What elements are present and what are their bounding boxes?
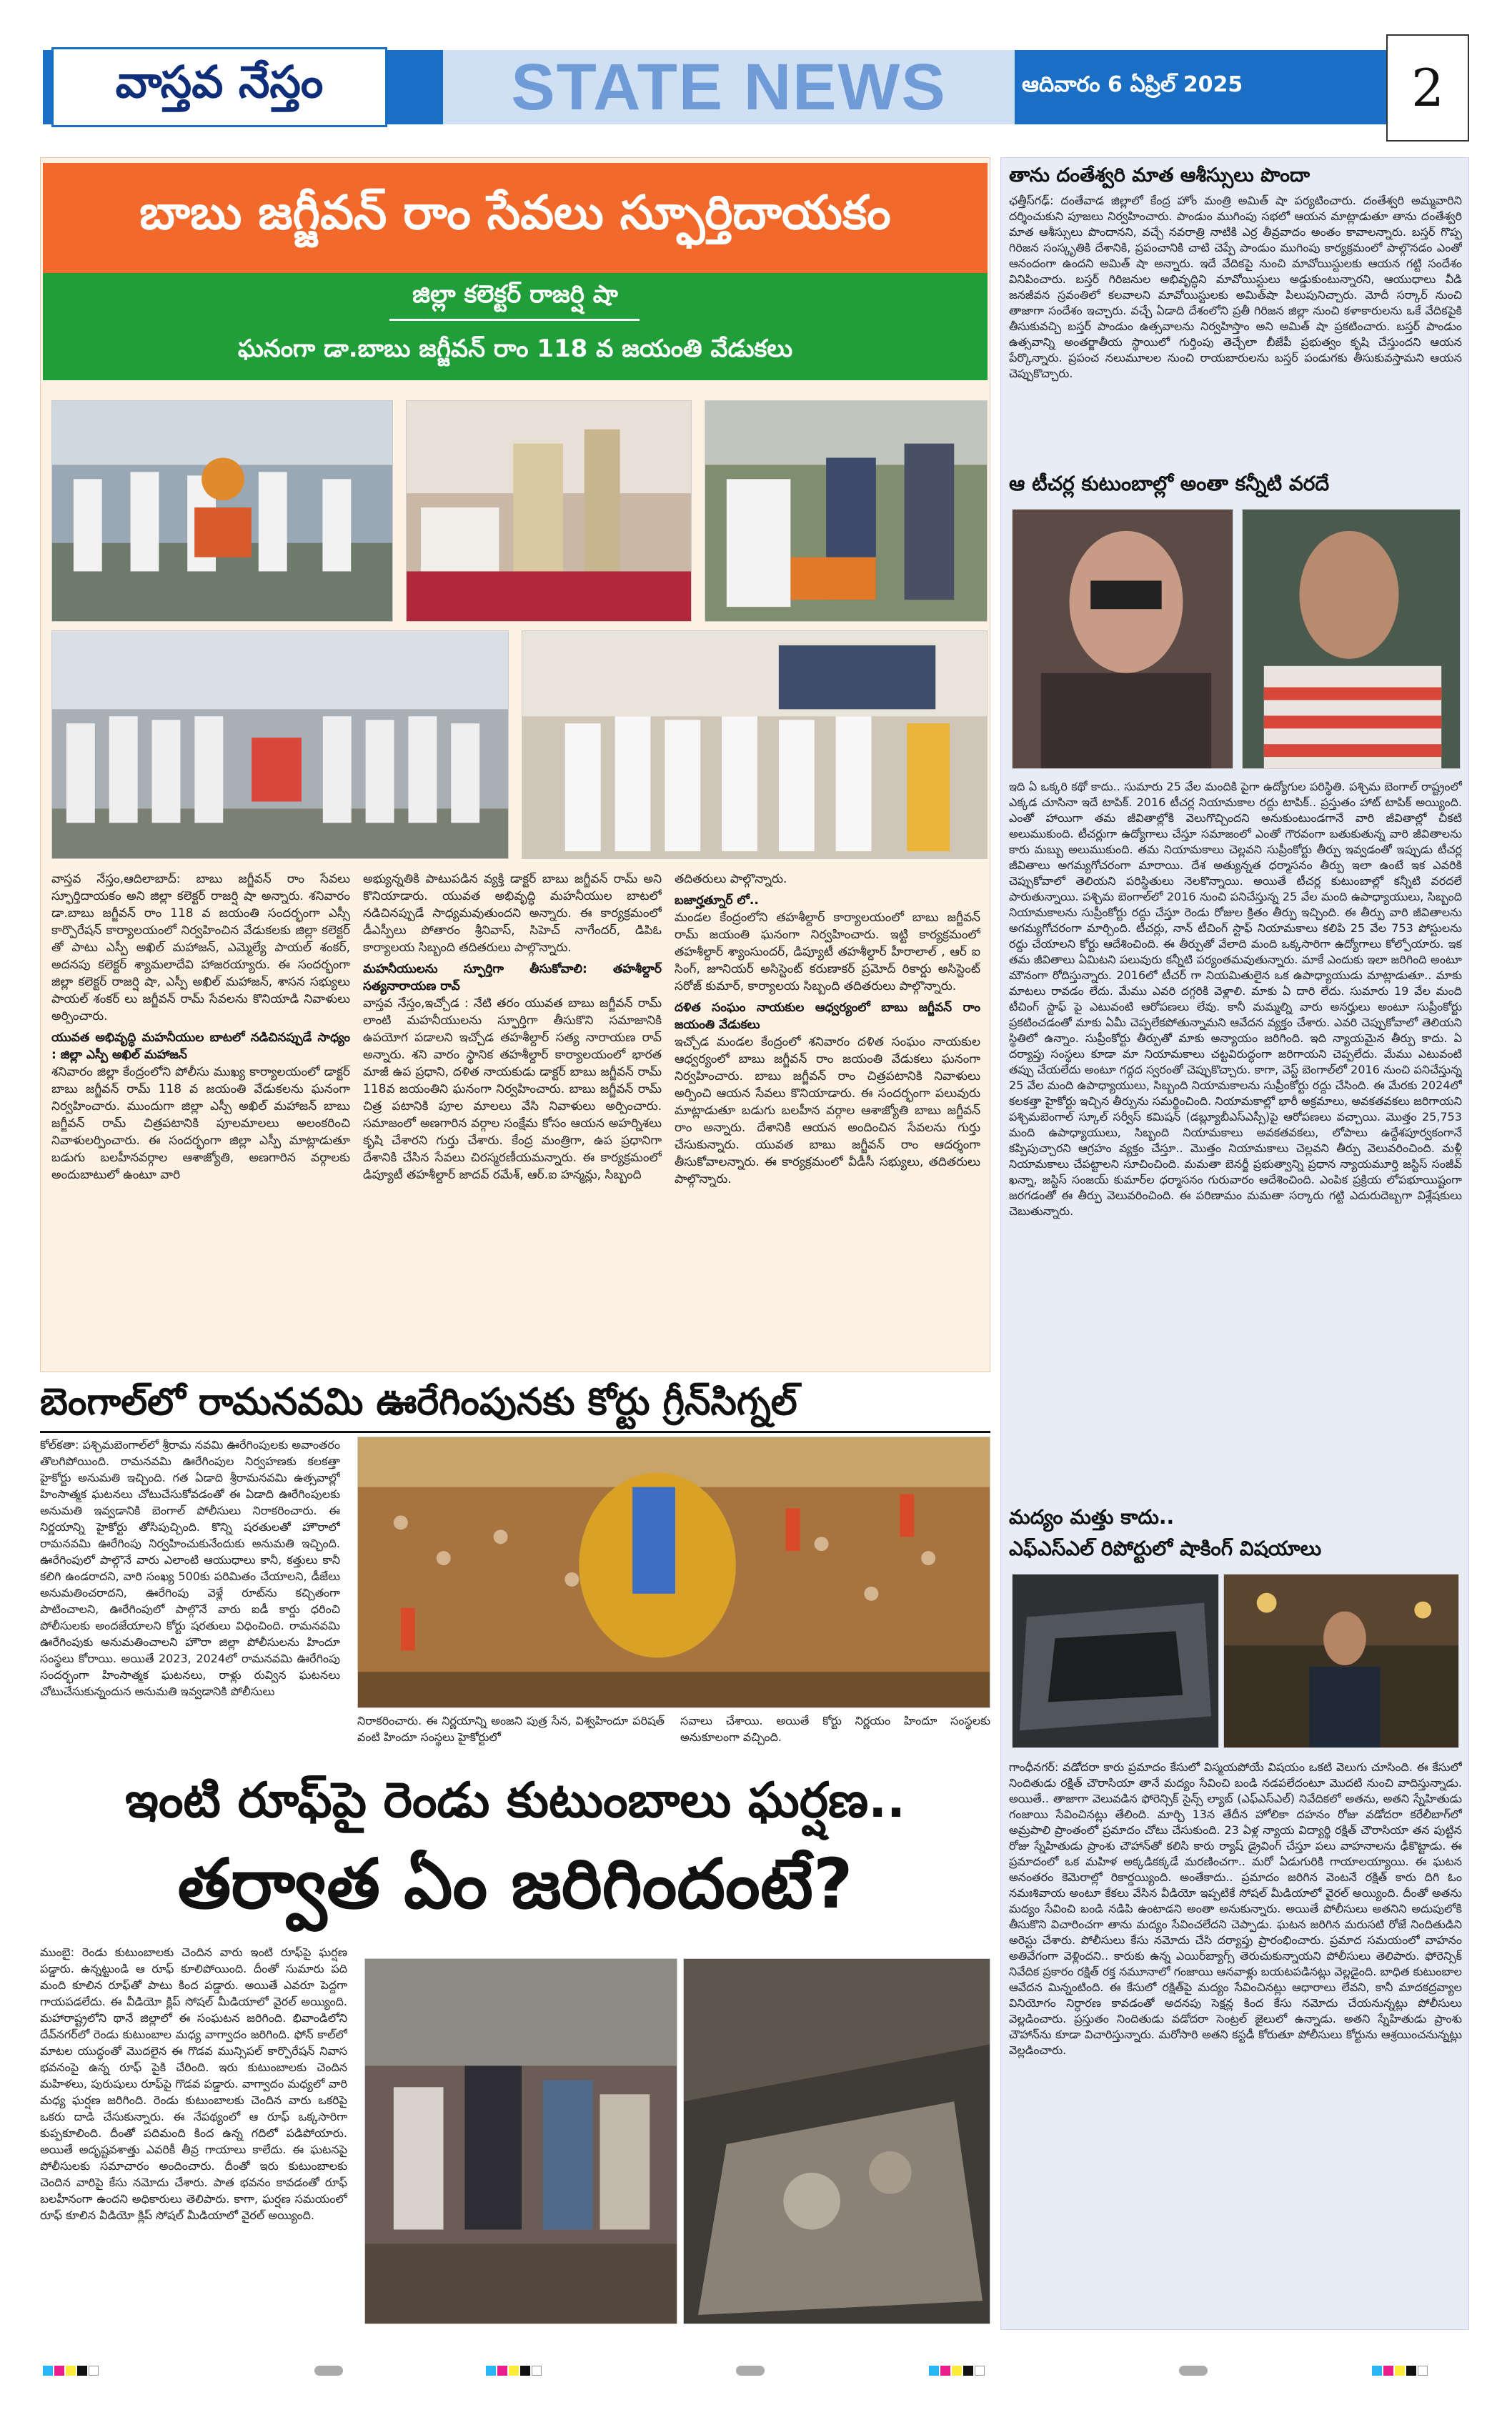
story1-col3-para: తదితరులు పాల్గొన్నారు.	[675, 872, 787, 886]
right2-headline: ఆ టీచర్ల కుటుంబాల్లో అంతా కన్నీటి వరదే	[1009, 472, 1330, 495]
color-bar-3	[929, 2366, 985, 2376]
section-title: STATE NEWS	[511, 50, 947, 124]
story2-col1	[40, 1437, 340, 1751]
story2-body3: సవాలు చేశాయి. అయితే కోర్టు నిర్ణయం హిందూ సంస్థలకు అనుకూలంగా వచ్చింది.	[680, 1714, 990, 1744]
story3-headline2: తర్వాత ఏం జరిగిందంటే?	[177, 1844, 853, 1924]
logo-text: వాస్తవ నేస్తం	[115, 56, 324, 108]
date-band	[1015, 50, 1386, 124]
color-bar-4	[1372, 2366, 1428, 2376]
story1-photo-5	[522, 630, 988, 859]
story1-kicker2: ఘనంగా డా.బాబు జగ్జీవన్ రాం 118 వ జయంతి వేడుకలు	[237, 334, 793, 363]
masthead	[43, 34, 1469, 142]
story1-col3	[675, 871, 980, 1364]
story1-col2-para: అభ్యున్నతికి పాటుపడిన వ్యక్తి డాక్టర్ బాబు జగ్జీవన్ రామ్ అని కొనియాడారు. యువత అభివృద్ధి మహనీయుల బాటలో నడిచినప్పుడే సాధ్యమవుతుందని అన్నారు. ఈ కార్యక్రమంలో డీఎస్పీలు పోతారం శ్రీనివాస్, సిహెచ్ నాగేందర్, డిపిఓ కార్యాలయ సిబ్బంది తదితరులు పాల్గొన్నారు.	[363, 872, 662, 955]
story1-col1-subhead: యువత అభివృద్ధి మహనీయుల బాటలో నడిచినప్పుడే సాధ్యం : జిల్లా ఎస్పీ అఖిల్ మహాజన్	[51, 1031, 350, 1062]
color-bar-1	[43, 2366, 99, 2376]
story1-col3-para2: మండల కేంద్రంలోని తహశీల్దార్ కార్యాలయంలో బాబు జగ్జీవన్ రామ్ జయంతి ఘనంగా నిర్వహించారు. ఇట్టి కార్యక్రమంలో తహశీల్దార్ శ్యాంసుందర్, డిప్యూటీ తహశీల్దార్ హీరాలాల్ , ఆర్ ఐ సింగ్, జూనియర్ అసిస్టెంట్ కరుణాకర్ ప్రమోద్ రికార్డు అసిస్టెంట్ సరోజ్ కుమార్, కార్యాలయ సిబ్బంది తదితరులు పాల్గొన్నారు.	[675, 911, 980, 993]
right2-photo-1	[1012, 509, 1233, 769]
story1-photo-4	[51, 630, 509, 859]
story1-kicker1: జిల్లా కలెక్టర్ రాజర్షి షా	[412, 280, 618, 309]
gray-bar-2	[736, 2366, 765, 2376]
gray-bar-3	[1179, 2366, 1208, 2376]
right3-headline1: మద్యం మత్తు కాదు..	[1009, 1505, 1175, 1529]
story1-col3-para3: ఇచ్చోడ మండల కేంద్రంలో శనివారం దళిత సంఘం నాయకుల ఆధ్వర్యంలో బాబు జగ్జీవన్ రాం జయంతి వేడుకలు ఘనంగా నిర్వహించారు. బాబు జగ్జీవన్ రాం చిత్రపటానికి నివాళులు అర్పించి ఆయన సేవలు కొనియాడారు. ఈ సందర్భంగా పలువురు మాట్లాడుతూ బడుగు బలహీన వర్గాల ఆశాజ్యోతి బాబు జగ్జీవన్ రాం అన్నారు. దేశానికి ఆయన అందించిన సేవలను గుర్తు చేసుకున్నారు. యువత బాబు జగ్జీవన్ రాం ఆదర్శంగా తీసుకోవాలన్నారు. ఈ కార్యక్రమంలో వీడీసీ సభ్యులు, తదితరులు పాల్గొన్నారు.	[675, 1035, 980, 1186]
story2-col3	[680, 1712, 990, 1755]
story2-body2: నిరాకరించారు. ఈ నిర్ణయాన్ని అంజని పుత్ర సేన, విశ్వహిందూ పరిషత్ వంటి హిందూ సంస్థలు హైకోర్టులో	[357, 1714, 665, 1744]
page-number: 2	[1411, 58, 1444, 118]
color-bar-2	[486, 2366, 542, 2376]
story1-kicker-divider	[389, 319, 640, 321]
story1-photo-1	[51, 400, 393, 622]
story2-body: కోల్‌కతా: పశ్చిమబెంగాల్‌లో శ్రీరామ నవమి ఊరేగింపులకు అవాంతరం తొలగిపోయింది. రామనవమి ఊరేగింపుల నిర్వహణకు కలకత్తా హైకోర్టు అనుమతి ఇచ్చింది. గత ఏడాది శ్రీరామనవమి ఉత్సవాల్లో హింసాత్మక ఘటనలు చోటుచేసుకోవడంతో ఈ ఏడాది ఊరేగింపులకు అనుమతి ఇవ్వడానికి బెంగాల్ పోలీసులు నిరాకరించారు. ఈ నిర్ణయాన్ని హైకోర్టు తోసిపుచ్చింది. కొన్ని షరతులతో హౌరాలో రామనవమి ఊరేగింపు నిర్వహించుకునేందుకు అనుమతి ఇచ్చింది. ఊరేగింపులో పాల్గొనే వారు ఎలాంటి ఆయుధాలు కానీ, కత్తులు కానీ కలిగి ఉండరాదని, వారి సంఖ్య 500కు పరిమితం చేయాలని, డీజేలు అనుమతించరాదని, ఊరేగింపు వెళ్లే రూట్‌ను కచ్చితంగా పాటించాలని, ఊరేగింపులో పాల్గొనే వారు ఐడీ కార్డు ధరించి పోలీసులకు అందజేయాలని కోర్టు షరతులు విధించింది. రామనవమి ఊరేగింపుకు అనుమతించాలని హౌరా జిల్లా పోలీసులను హిందూ సంస్థలు కోరాయి. అయితే 2023, 2024లో రామనవమి ఊరేగింపు సందర్భంగా హింసాత్మక ఘటనలు, రాళ్లు రువ్విన ఘటనలు చోటుచేసుకున్నందున అనుమతి ఇవ్వడానికి పోలీసులు	[40, 1438, 340, 1698]
gray-bar-1	[314, 2366, 343, 2376]
section-band	[443, 50, 1015, 124]
story1-col3-subhead1: బజార్హత్నూర్ లో..	[675, 893, 759, 908]
right3-photo-2	[1223, 1574, 1459, 1748]
story1-headline-bar	[43, 163, 988, 273]
story1-col3-subhead2: దళిత సంఘం నాయకుల ఆధ్వర్యంలో బాబు జగ్జీవన్ రాం జయంతి వేడుకలు	[675, 1001, 980, 1032]
issue-date: ఆదివారం 6 ఏప్రిల్ 2025	[1022, 72, 1243, 97]
story2-photo	[357, 1437, 990, 1708]
story2-col2	[357, 1712, 665, 1755]
right3-col	[1009, 1760, 1462, 2324]
story1-col1	[51, 871, 350, 1364]
right2-col	[1009, 779, 1462, 1494]
registration-marks	[0, 2359, 1512, 2387]
story1-col2-subhead: మహనీయులను స్ఫూర్తిగా తీసుకోవాలి: తహశీల్దార్ సత్యనారాయణ రావ్	[363, 962, 662, 993]
right3-photo-1	[1012, 1574, 1219, 1748]
right3-body: గాంధీనగర్: వడోదరా కారు ప్రమాదం కేసులో విస్మయపోయే విషయం ఒకటి వెలుగు చూసింది. ఈ కేసులో నిందితుడు రక్షిత్ చౌరాసియా తానే మద్యం సేవించి బండి నడపలేదంటూ మొదటి నుంచి వాదిస్తున్నాడు. అయితే.. తాజాగా వెలువడిన ఫోరెన్సిక్ సైన్స్ ల్యాబ్ (ఎఫ్ఎస్ఎల్) నివేదికలో అతను, అతని స్నేహితుడు గంజాయి సేవించినట్లు తేలింది. మార్చి 13న తేదీన హోలికా దహనం రోజు వడోదరా కరేలీబాగ్‌లో అమ్రపాలి ప్రాంతంలో ప్రమాదం చోటు చేసుకుంది. 23 ఏళ్ల న్యాయ విద్యార్థి రక్షిత్ చౌరాసియా తన పుట్టిన రోజు స్నేహితుడు ప్రాంశు చౌహాన్‌తో కలిసి కారు ర్యాష్ డ్రైవింగ్ చేస్తూ పలు వాహనాలను ఢీకొట్టాడు. ఈ ప్రమాదంలో ఒక మహిళ అక్కడికక్కడే మరణించగా.. మరో ఏడుగురికి గాయాలయ్యాయి. ఈ ఘటన అనంతరం కెమెరాల్లో రికార్డయ్యింది. అంతేకాదు.. ప్రమాదం జరిగిన వెంటనే రక్షిత్ కారు దిగి ఓం నమఃశివాయ అంటూ కేకలు వేసిన వీడియో ఇప్పటికే సోషల్ మీడియాలో వైరల్ అయ్యింది. దీంతో అతను మద్యం సేవించి బండి నడిపి ఉంటాడని అంతా అనుకున్నారు. అయితే పోలీసులు అతనిని అదుపులోకి తీసుకొని విచారించగా తాను మద్యం సేవించలేదని చెప్పాడు. ఘటన జరిగిన మరుసటి రోజే నిందితుడిని అరెస్టు చేశారు. పోలీసులు కేసు నమోదు చేసి దర్యాప్తు ప్రారంభించారు. ప్రమాద సమయంలో వాహనం అతివేగంగా వెళ్లిందని.. కారుకు ఉన్న ఎయిర్‌బ్యాగ్స్ తెరుచుకున్నాయని పోలీసులు తెలిపారు. ఫోరెన్సిక్ నివేదిక ప్రకారం రక్షిత్ రక్త నమూనాలో గంజాయి ఆనవాళ్లు బయటపడినట్లు వెల్లడైంది. బాధిత కుటుంబాల ఆవేదన మిన్నంటింది. ఈ కేసులో రక్షిత్‌పై మద్యం సేవించినట్లు ఆధారాలు లేవని, కానీ మాదకద్రవ్యాల వినియోగం నిర్ధారణ కావడంతో అదనపు సెక్షన్ల కింద కేసు నమోదు చేయనున్నట్లు పోలీసులు వెల్లడించారు. ప్రస్తుతం నిందితుడు వడోదరా సెంట్రల్ జైలులో ఉన్నాడు. అతని స్నేహితుడు ప్రాంశు చౌహాన్‌ను కూడా విచారిస్తున్నారు. మరోసారి అతని కస్టడీ కోరుతూ పోలీసులు కోర్టును ఆశ్రయించనున్నట్లు వెల్లడించారు.	[1009, 1760, 1462, 2057]
story3-body: ముంబై: రెండు కుటుంబాలకు చెందిన వారు ఇంటి రూఫ్‌పై ఘర్షణ పడ్డారు. ఉన్నట్టుండి ఆ రూఫ్ కూలిపోయింది. దీంతో సుమారు పది మంది కూలిన రూఫ్‌తో పాటు కింద పడ్డారు. అయితే ఎవరూ పెద్దగా గాయపడలేదు. ఈ వీడియో క్లిప్ సోషల్ మీడియాలో వైరల్ అయ్యింది. మహారాష్ట్రలోని థానే జిల్లాలో ఈ సంఘటన జరిగింది. భివాండిలోని దేవ్‌నగర్‌లో రెండు కుటుంబాల మధ్య వాగ్వాదం జరిగింది. ఫోన్ కాల్‌లో మాటల యుద్ధంతో మొదలైన ఈ గొడవ మున్సిపల్ కార్పొరేషన్ నివాస భవనంపై ఉన్న రూఫ్ పైకి చేరింది. ఇరు కుటుంబాలకు చెందిన మహిళలు, పురుషులు రూఫ్‌పై గొడవ పడ్డారు. వాగ్వాదం మధ్యలో వారి మధ్య ఘర్షణ జరిగింది. రెండు కుటుంబాలకు చెందిన వారు ఒకరిపై ఒకరు దాడి చేసుకున్నారు. ఈ నేపథ్యంలో ఆ రూఫ్ ఒక్కసారిగా కుప్పకూలింది. దీంతో పదిమంది కింద ఉన్న గదిలో పడిపోయారు. అయితే అదృష్టవశాత్తు ఎవరికీ తీవ్ర గాయాలు కాలేదు. ఈ ఘటనపై పోలీసులకు సమాచారం అందించారు. దీంతో ఇరు కుటుంబాలకు చెందిన వారిపై కేసు నమోదు చేశారు. పాత భవనం కావడంతో రూఫ్ బలహీనంగా ఉందని అధికారులు తెలిపారు. కాగా, ఘర్షణ సమయంలో రూఫ్ కూలిన వీడియో క్లిప్ సోషల్ మీడియాలో వైరల్ అయ్యింది.	[40, 1945, 347, 2222]
right2-body: ఇది ఏ ఒక్కరి కథో కాదు.. సుమారు 25 వేల మందికి పైగా ఉద్యోగుల పరిస్థితి. పశ్చిమ బెంగాల్ రాష్ట్రంలో ఎక్కడ చూసినా ఇదే టాపిక్. 2016 టీచర్ల నియామకాల రద్దు టాపిక్.. ప్రస్తుతం హాట్ టాపిక్ అయ్యింది. ఎంతో హాయిగా తమ జీవితాల్లోకి వెలుగొచ్చిందని అనుకుంటుండగానే వారి జీవితాల్లో చీకటి అలుముకుంది. టీచర్లుగా ఉద్యోగాలు చేస్తూ సమాజంలో ఎంతో గౌరవంగా బతుకుతున్న వారి జీవితాలను కారు మబ్బు అలుముకుంది. తమ నియామకాలు చెల్లవని సుప్రీంకోర్టు తీర్పు ఇవ్వడంతో ఇప్పుడు టీచర్ల జీవితాలు అగమ్యగోచరంగా మారాయి. దేశ అత్యున్నత ధర్మాసనం తీర్పు ఇలా ఉంటే ఇక ఎవరికి చెప్పుకోవాలో తెలియని పరిస్థితులు నెలకొన్నాయి. అయితే టీచర్ల కుటుంబాల్లో కన్నీటి వరదలే పారుతున్నాయి. పశ్చిమ బెంగాల్‌లో 2016 నుంచి పనిచేస్తున్న 25 వేల మంది ఉపాధ్యాయులు, సిబ్బంది నియామకాలను సుప్రీంకోర్టు రద్దు చేస్తూ రెండు రోజుల క్రితం తీర్పు ఇచ్చింది. ఈ తీర్పు వారి జీవితాలను అగమ్యగోచరంగా మార్చింది. టీచర్లు, నాన్ టీచింగ్ స్టాఫ్ నియామకాలు కలిపి 25 వేల 753 పోస్టులను రద్దు చేయాలని కోర్టు ఆదేశించింది. ఈ తీర్పుతో వేలాది మంది ఒక్కసారిగా ఉద్యోగాలు కోల్పోయారు. ఇక తమ జీవితాలు ఏమిటని పలువురు కన్నీటి పర్యంతమవుతున్నారు. మాకే ఎందుకు ఇలా జరిగింది అంటూ మౌనంగా రోదిస్తున్నారు. 2016లో టీచర్ గా నియమితులైన ఒక ఉపాధ్యాయుడు మాట్లాడుతూ.. మాకు మాటలు రావడం లేదు. మేము ఎవరి దగ్గరికి వెళ్లాలి. మాకు ఏ దారి లేదు. సుమారు 19 వేల మంది టీచింగ్ స్టాఫ్ పై ఎటువంటి ఆరోపణలు లేవు. కానీ మమ్మల్ని వారు అనర్హులు అంటూ సుప్రీంకోర్టు ప్రకటించడంతో మాకు ఏమీ చెప్పలేకపోతున్నామని ఆవేదన వ్యక్తం చేశారు. ఎవరి చెప్పుకోవాలో తెలియని స్థితిలో ఉన్నాం. సుప్రీంకోర్టు తీర్పుతో మాకు అన్యాయం జరిగింది. ఇది న్యాయమైన తీర్పు కాదు. ఏ దర్యాప్తు సంస్థలు కూడా మా నియామకాలు చట్టవిరుద్ధంగా జరిగాయని చెప్పలేదు. మేము ఎటువంటి తప్పు చేయలేదు అంటూ గద్గద స్వరంతో చెప్పుకొచ్చారు. కాగా, వెస్ట్ బెంగాల్‌లో 2016 నుంచి పనిచేస్తున్న 25 వేల మంది ఉపాధ్యాయులు, సిబ్బంది నియామకాలను సుప్రీంకోర్టు రద్దు చేసింది. ఈ మేరకు 2024లో కలకత్తా హైకోర్టు ఇచ్చిన తీర్పును సమర్థించింది. నియామకాల్లో భారీ అక్రమాలు, అవకతవకలు జరిగాయని పశ్చిమబెంగాల్ స్కూల్ సర్వీస్ కమిషన్ (డబ్ల్యూబీఎస్ఎస్సీ)పై ఆరోపణలు వచ్చాయి. మొత్తం 25,753 మంది ఉపాధ్యాయులు, సిబ్బంది నియామకాలు అవకతవకలు, లోపాలు ఉద్దేశపూర్వకంగానే కప్పిపుచ్చారని ఆగ్రహం వ్యక్తం చేస్తూ.. మొత్తం నియామకాలు చెల్లవని తీర్పు వెలువరించింది. మళ్లీ నియామకాలు చేపట్టాలని సూచించింది. మమతా బెనర్జీ ప్రభుత్వాన్ని ప్రధాన న్యాయమూర్తి జస్టిస్ సంజీవ్ ఖన్నా, జస్టిస్ సంజయ్ కుమార్‌ల ధర్మాసనం గురువారం ఆదేశించింది. ఎంపిక ప్రక్రియ లోపభూయిష్టంగా జరగడంతో ఈ తీర్పు వెలువరించింది. ఈ పరిణామం మమతా సర్కారు గట్టి ఎదురుదెబ్బగా విశ్లేషకులు చెబుతున్నారు.	[1009, 780, 1462, 1218]
story1-headline: బాబు జగ్జీవన్ రాం సేవలు స్ఫూర్తిదాయకం	[139, 184, 891, 240]
logo-box	[51, 47, 387, 127]
story3-photo-2	[683, 1958, 990, 2324]
story3-headline1: ఇంటి రూఫ్‌పై రెండు కుటుంబాలు ఘర్షణ..	[125, 1772, 905, 1829]
story1-photo-2	[406, 400, 692, 622]
story1-col1-para2: శనివారం జిల్లా కేంద్రంలోని పోలీసు ముఖ్య కార్యాలయంలో డాక్టర్ బాబు జగ్జీవన్ రామ్ 118 వ జయంతి వేడుకలను ఘనంగా నిర్వహించారు. ముందుగా జిల్లా ఎస్పీ అఖిల్ మహాజన్ బాబు జగ్జీవన్ రామ్ చిత్రపటానికి పూలమాలలు అలంకరించి నివాళులర్పించారు. ఈ సందర్భంగా జిల్లా ఎస్పీ మాట్లాడుతూ బడుగు బలహీనవర్గాల ఆశాజ్యోతి, అణగారిన వర్గాలకు అందుబాటులో ఉంటూ వారి	[51, 1065, 350, 1182]
story1-col2-para2: వాస్తవ నేస్తం,ఇచ్చోడ : నేటి తరం యువత బాబు జగ్జీవన్ రామ్ లాంటి మహనీయులను స్ఫూర్తిగా తీసుకొని సమాజానికి ఉపయోగ పడాలని ఇచ్చోడ తహశీల్దార్ సత్య నారాయణ రావ్ అన్నారు. శని వారం స్థానిక తహశీల్దార్ కార్యాలయంలో భారత మాజీ ఉప ప్రధాని, దళిత నాయకుడు డాక్టర్ బాబు జగ్జీవన్ రామ్ 118వ జయంతిని ఘనంగా నిర్వహించారు. బాబు జగ్జీవన్ రామ్ చిత్ర పటానికి పూల మాలలు వేసి నివాళులు అర్పించారు. సమాజంలో అణగారిన వర్గాల సంక్షేమ కోసం ఆయన అహర్నిశలు కృషి చేశారని గుర్తు చేశారు. కేంద్ర మంత్రిగా, ఉప ప్రధానిగా దేశానికి చేసిన సేవలు చిరస్మరణీయమన్నారు. ఈ కార్యక్రమంలో డిప్యూటీ తహశీల్దార్ జాదవ్ రమేశ్, ఆర్.ఐ హన్మన్లు, సిబ్బంది	[363, 996, 662, 1182]
right2-photo-2	[1242, 509, 1461, 769]
story1-col1-para: వాస్తవ నేస్తం,ఆదిలాబాద్: బాబు జగ్జీవన్ రాం సేవలు స్ఫూర్తిదాయకం అని జిల్లా కలెక్టర్ రాజర్షి షా అన్నారు. శనివారం డా.బాబు జగ్జీవన్ రాం 118 వ జయంతి సందర్భంగా ఎస్సీ కార్పొరేషన్ కార్యాలయంలో నిర్వహించిన వేడుకలకు జిల్లా కలెక్టర్ తో పాటు ఎస్పీ అఖిల్ మహాజన్, ఎమ్మెల్యే పాయల్ శంకర్, అదనపు కలెక్టర్ శ్యామలాదేవి హాజరయ్యారు. ఈ సందర్భంగా జిల్లా కలెక్టర్ రాజర్షి షా, ఎస్పీ అఖిల్ మహాజన్, శాసన సభ్యులు పాయల్ శంకర్ లు జగ్జీవన్ రామ్ సేవలను కొనియాడి నివాళులు అర్పించారు.	[51, 872, 350, 1023]
right3-headline2: ఎఫ్ఎస్ఎల్ రిపోర్టులో షాకింగ్ విషయాలు	[1009, 1537, 1322, 1560]
story1-col2	[363, 871, 662, 1364]
story3-col1	[40, 1944, 347, 2323]
right1-col	[1009, 193, 1462, 463]
story2-headline: బెంగాల్‌లో రామనవమి ఊరేగింపునకు కోర్టు గ్రీన్‌సిగ్నల్	[40, 1381, 797, 1424]
story3-photo-1	[364, 1958, 677, 2324]
right1-body: ఛత్తీస్‌గఢ్: దంతేవాడ జిల్లాలో కేంద్ర హోం మంత్రి అమిత్ షా పర్యటించారు. దంతేశ్వరి అమ్మవారిని దర్శించుకుని పూజలు నిర్వహించారు. పాండుం ముగింపు సభలో ఆయన మాట్లాడుతూ తాను దంతేశ్వరి మాత ఆశీస్సులు పొందానని, వచ్చే నవరాత్రి నాటికి ఎర్ర తీవ్రవాదం అంతం కావాలన్నారు. బస్తర్ గొప్ప గిరిజన సంస్కృతికి దేశానికి, ప్రపంచానికి చాటి చెప్పే పాండుం ముగింపు కార్యక్రమంలో పాల్గొనడం ఎంతో ఆనందంగా ఉందని అమిత్ షా అన్నారు. ఇదే వేదికపై నుంచి మావోయిస్టులకు ఆయన గట్టి సందేశం వినిపించారు. బస్తర్ గిరిజనుల అభివృద్ధిని మావోయిస్టులు అడ్డుకుంటున్నారని, ఆయుధాలు వీడి జనజీవన స్రవంతిలో కలవాలని మావోయిస్టులకు అమిత్‌షా పిలుపునిచ్చారు. మోదీ సర్కార్ నుంచి తాజాగా సందేశం ఇచ్చారు. వచ్చే ఏడాది దేశంలోని ప్రతీ గిరిజన జిల్లా నుంచి కళాకారులను ఒకే వేదికపైకి తీసుకువచ్చి బస్తర్ పాండుం ఉత్సవాలను నిర్వహిస్తాం అని అమిత్ షా ప్రకటించారు. బస్తర్ పాండుం ఉత్సవాన్ని అంతర్జాతీయ స్థాయిలో గుర్తింపు తెచ్చేలా బీజేపీ ప్రభుత్వం కృషి చేస్తుందని ఆయన పేర్కొన్నారు. ప్రపంచ నలుమూలల నుంచి రాయబారులను బస్తర్ పండుగకు తీసుకువస్తామని ఆయన చెప్పుకొచ్చారు.	[1009, 194, 1462, 380]
page-number-box	[1386, 34, 1469, 142]
right1-headline: తాను దంతేశ్వరి మాత ఆశీస్సులు పొందా	[1009, 164, 1310, 187]
story1-photo-3	[705, 400, 988, 622]
story2-rule	[40, 1431, 990, 1433]
